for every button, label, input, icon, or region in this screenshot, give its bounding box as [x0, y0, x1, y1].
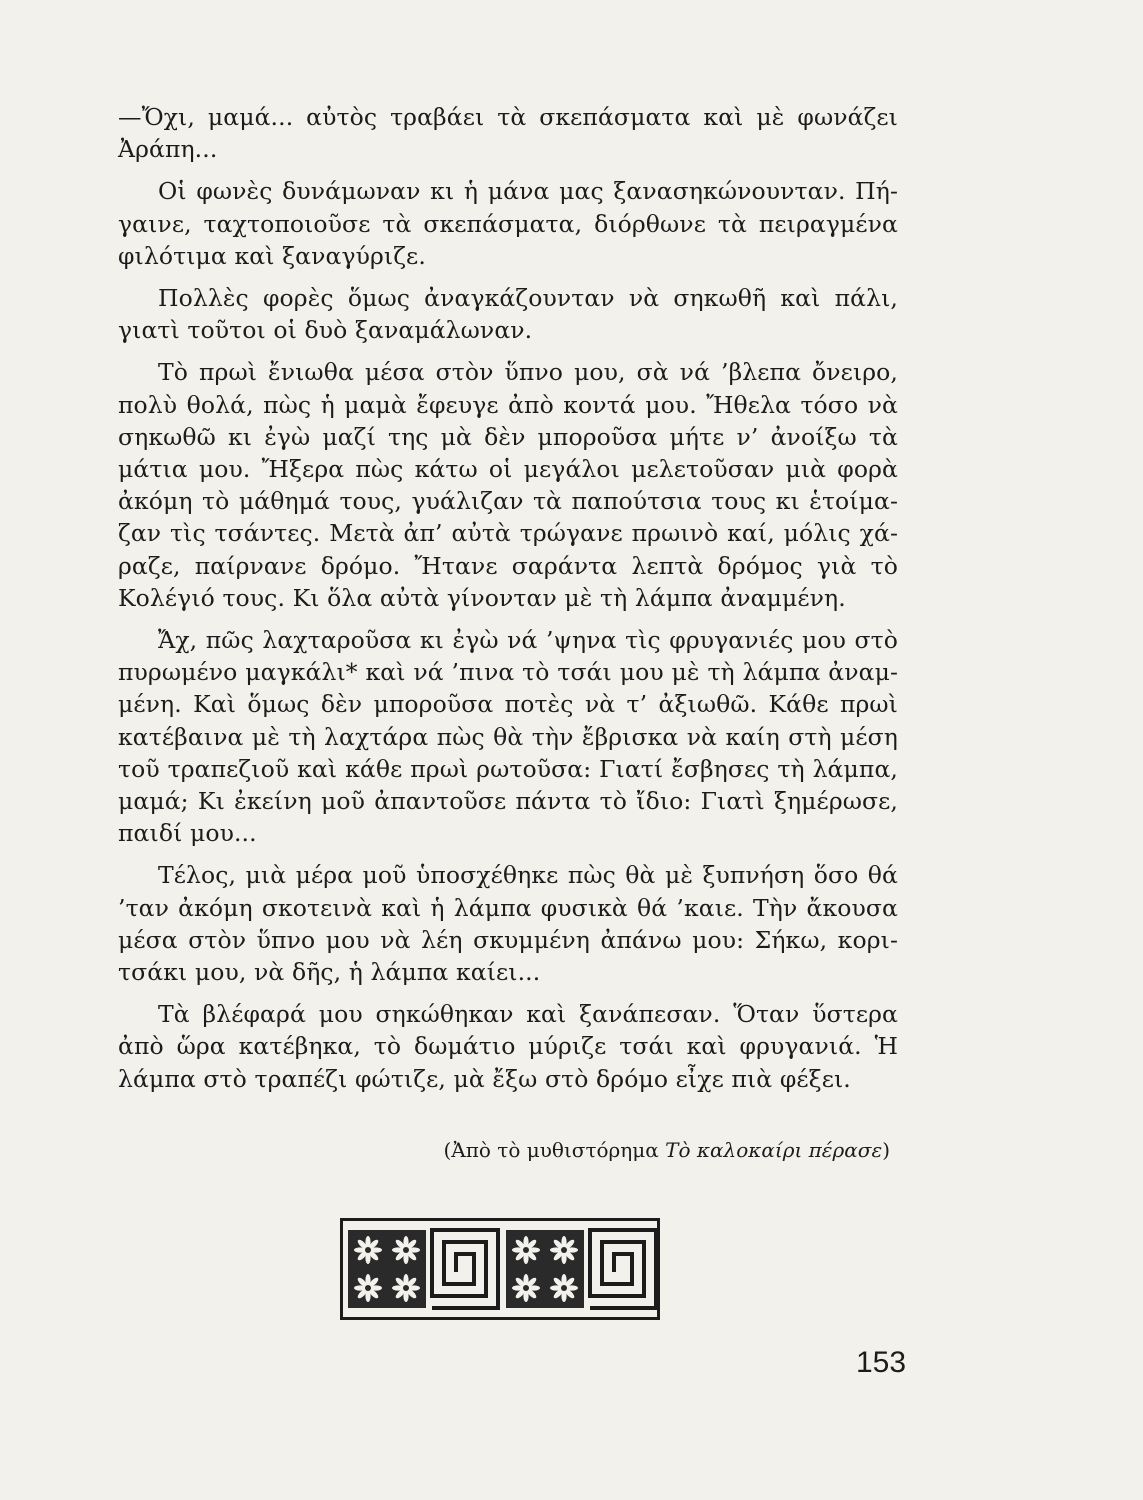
text-line: γιατὶ τοῦτοι οἱ δυὸ ξαναμάλωναν.: [118, 316, 533, 345]
text-line: πυρωμένο μαγκάλι* καὶ νά ’πινα τὸ τσάι μου μὲ τὴ λάμπα ἀναμ-: [118, 658, 898, 687]
rosette-tile: [506, 1230, 584, 1308]
text-line: Τέλος, μιὰ μέρα μοῦ ὑποσχέθηκε πὼς θὰ μὲ ξυπνήση ὅσο θά: [158, 861, 898, 890]
text-line: φιλότιμα καὶ ξαναγύριζε.: [118, 241, 426, 270]
text-line: λάμπα στὸ τραπέζι φώτιζε, μὰ ἔξω στὸ δρόμο εἶχε πιὰ φέξει.: [118, 1064, 851, 1093]
text-line: Πολλὲς φορὲς ὅμως ἀναγκάζουνταν νὰ σηκωθῆ καὶ πάλι,: [158, 284, 898, 313]
source-citation: [444, 1138, 891, 1162]
text-line: ἀπὸ ὥρα κατέβηκα, τὸ δωμάτιο μύριζε τσάι καὶ φρυγανιά. Ἡ: [118, 1032, 898, 1061]
text-line: μάτια μου. Ἤξερα πὼς κάτω οἱ μεγάλοι μελετοῦσαν μιὰ φορὰ: [118, 455, 898, 484]
text-line: Τὸ πρωὶ ἔνιωθα μέσα στὸν ὕπνο μου, σὰ νά ’βλεπα ὄνειρο,: [158, 358, 898, 387]
body-text: [118, 101, 898, 1105]
text-line: μέσα στὸν ὕπνο μου νὰ λέη σκυμμένη ἀπάνω μου: Σήκω, κορι-: [118, 925, 898, 954]
text-line: τσάκι μου, νὰ δῆς, ἡ λάμπα καίει...: [118, 958, 541, 987]
text-line: Ἄχ, πῶς λαχταροῦσα κι ἐγὼ νά ’ψηνα τὶς φρυγανιές μου στὸ: [158, 626, 898, 655]
text-line: σηκωθῶ κι ἐγὼ μαζί της μὰ δὲν μποροῦσα μήτε ν’ ἀνοίξω τὰ: [118, 422, 898, 451]
paragraph: [118, 175, 898, 272]
text-line: ραζε, παίρνανε δρόμο. Ἤτανε σαράντα λεπτὰ δρόμος γιὰ τὸ: [118, 551, 898, 580]
paragraph: [118, 282, 898, 346]
text-line: μαμά; Κι ἐκείνη μοῦ ἀπαντοῦσε πάντα τὸ ἴδιο: Γιατὶ ξημέρωσε,: [118, 787, 898, 816]
text-line: τοῦ τραπεζιοῦ καὶ κάθε πρωὶ ρωτοῦσα: Γιατί ἔσβησες τὴ λάμπα,: [118, 754, 898, 783]
text-line: μένη. Καὶ ὅμως δὲν μποροῦσα ποτὲς νὰ τ’ ἀξιωθῶ. Κάθε πρωὶ: [118, 690, 898, 719]
text-line: ζαν τὶς τσάντες. Μετὰ ἀπ’ αὐτὰ τρώγανε πρωινὸ καί, μόλις χά-: [118, 519, 898, 548]
text-line: —Ὄχι, μαμά... αὐτὸς τραβάει τὰ σκεπάσματα καὶ μὲ φωνάζει: [118, 103, 898, 131]
paragraph: [118, 101, 898, 165]
paragraph: [118, 624, 898, 849]
source-suffix: ): [882, 1138, 890, 1162]
paragraph: [118, 859, 898, 988]
text-line: γαινε, ταχτοποιοῦσε τὰ σκεπάσματα, διόρθωνε τὰ πειραγμένα: [118, 209, 898, 238]
source-title: Τὸ καλοκαίρι πέρασε: [665, 1138, 883, 1162]
text-line: κατέβαινα μὲ τὴ λαχτάρα πὼς θὰ τὴν ἔβρισκα νὰ καίη στὴ μέση: [118, 722, 898, 751]
text-line: Οἱ φωνὲς δυνάμωναν κι ἡ μάνα μας ξανασηκώνουνταν. Πή-: [158, 177, 898, 206]
rosette-tile: [348, 1230, 426, 1308]
source-prefix: (Ἀπὸ τὸ μυθιστόρημα: [443, 1138, 666, 1162]
paragraph: [118, 356, 898, 614]
text-line: Τὰ βλέφαρά μου σηκώθηκαν καὶ ξανάπεσαν. Ὅταν ὕστερα: [158, 1000, 898, 1029]
page-number: 153: [856, 1346, 907, 1379]
text-line: ’ταν ἀκόμη σκοτεινὰ καὶ ἡ λάμπα φυσικὰ θά ’καιε. Τὴν ἄκουσα: [118, 893, 898, 922]
text-line: παιδί μου...: [118, 819, 257, 848]
paragraph: [118, 998, 898, 1095]
text-line: Ἀράπη...: [118, 135, 218, 164]
text-line: ἀκόμη τὸ μάθημά τους, γυάλιζαν τὰ παπούτσια τους κι ἑτοίμα-: [118, 487, 898, 516]
text-line: Κολέγιό τους. Κι ὅλα αὐτὰ γίνονταν μὲ τὴ λάμπα ἀναμμένη.: [118, 583, 846, 612]
greek-key-spiral: [590, 1230, 656, 1308]
greek-key-rosette-border-icon: [340, 1218, 660, 1320]
greek-key-spiral: [432, 1230, 498, 1308]
text-line: πολὺ θολά, πὼς ἡ μαμὰ ἔφευγε ἀπὸ κοντά μου. Ἤθελα τόσο νὰ: [118, 390, 898, 419]
